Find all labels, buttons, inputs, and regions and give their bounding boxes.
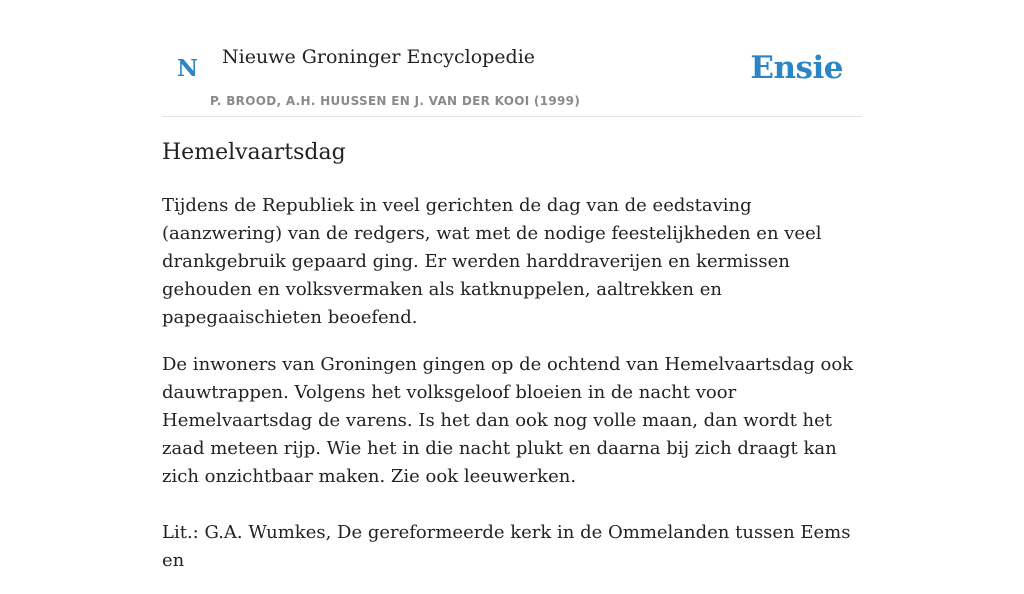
work-authors: P. BROOD, A.H. HUUSSEN EN J. VAN DER KOOI (1999): [210, 94, 581, 108]
work-title[interactable]: Nieuwe Groninger Encyclopedie: [222, 46, 536, 68]
article-title: Hemelvaartsdag: [162, 140, 346, 165]
article-paragraph: Tijdens de Republiek in veel gerichten de dag van de eedstaving (aanzwering) van de redgers, wat met de nodige feestelijkheden en veel drankgebruik gepaard ging. Er werden harddraverijen en kermissen gehouden en volksvermaken als katknuppelen, aaltrekken en papegaaischieten beoefend.: [162, 195, 822, 328]
article-body: [162, 192, 862, 594]
page: [162, 0, 862, 571]
literature-reference: Lit.: G.A. Wumkes, De gereformeerde kerk in de Ommelanden tussen Eems en: [162, 522, 851, 571]
ensie-logo[interactable]: Ensie: [750, 50, 843, 86]
article-paragraph: De inwoners van Groningen gingen op de ochtend van Hemelvaartsdag ook dauwtrappen. Volgens het volksgeloof bloeien in de nacht voor Hemelvaartsdag de varens. Is het dan ook nog volle maan, dan wordt het zaad meteen rijp. Wie het in die nacht plukt en daarna bij zich draagt kan zich onzichtbaar maken. Zie ook leeuwerken.: [162, 354, 854, 487]
header: [162, 0, 862, 117]
work-logo-icon[interactable]: N: [177, 55, 199, 82]
